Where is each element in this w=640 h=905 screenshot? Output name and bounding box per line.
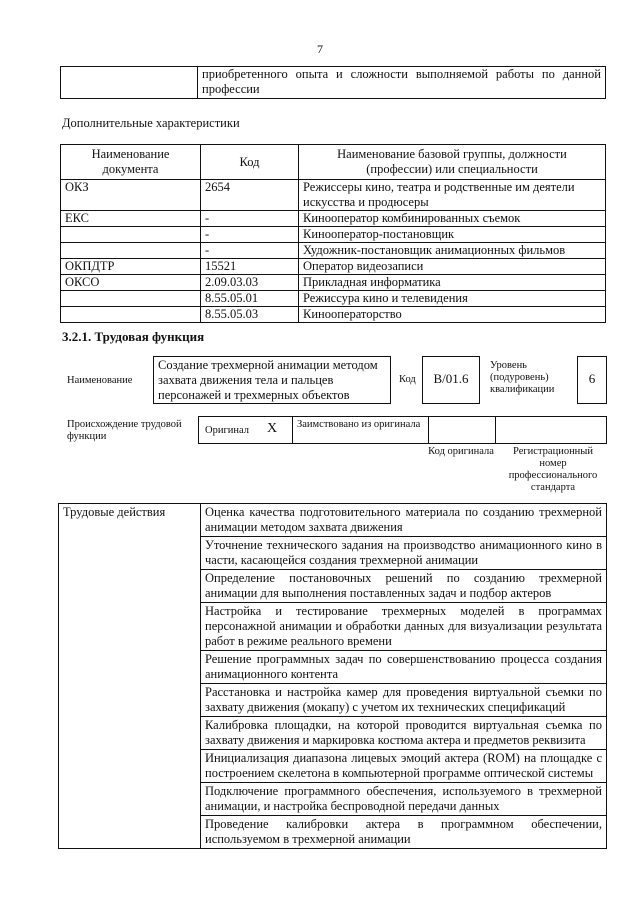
reg-number-label: Регистрационный номер профессионального стандарта (508, 446, 598, 493)
action-item: Подключение программного обеспечения, используемого в трехмерной анимации, и настройка беспроводной передачи данных (201, 783, 607, 816)
borrowed-label: Заимствовано из оригинала (297, 419, 421, 430)
cell-code: 15521 (201, 259, 299, 275)
cell-code: - (201, 211, 299, 227)
table-row (61, 211, 606, 227)
original-mark: X (267, 421, 278, 436)
action-item: Инициализация диапазона лицевых эмоций актера (ROM) на площадке с построением скелетона в компьютерной программе оптической системы (201, 750, 607, 783)
cell-name: Режиссеры кино, театра и родственные им деятели искусства и продюсеры (299, 180, 606, 211)
cell-name: Кинооператор комбинированных съемок (299, 211, 606, 227)
original-cell (199, 417, 293, 443)
table-row (59, 504, 607, 537)
cell-code: 2654 (201, 180, 299, 211)
function-name-value: Создание трехмерной анимации методом захвата движения тела и пальцев персонажей и трехмерных объектов (153, 356, 391, 404)
origin-label: Происхождение трудовой функции (67, 419, 182, 442)
function-heading: 3.2.1. Трудовая функция (62, 329, 205, 344)
header-code: Код (201, 145, 299, 180)
table-row (61, 227, 606, 243)
cell-name: Режиссура кино и телевидения (299, 291, 606, 307)
table-row (61, 180, 606, 211)
action-item: Настройка и тестирование трехмерных моделей в программах персонажной анимации и обработки данных для визуализации результата работ в режиме реального времени (201, 603, 607, 651)
cell-doc (61, 307, 201, 323)
header-name: Наименование базовой группы, должности (профессии) или специальности (299, 145, 606, 180)
code-original-label: Код оригинала (428, 446, 494, 457)
action-item: Определение постановочных решений по созданию трехмерной анимации для выполнения поставленных задач и подбор актеров (201, 570, 607, 603)
cell-doc: ОКПДТР (61, 259, 201, 275)
function-code-value: B/01.6 (422, 356, 480, 404)
cell-code: 2.09.03.03 (201, 275, 299, 291)
cell-name: Прикладная информатика (299, 275, 606, 291)
code-original-cell (428, 417, 496, 443)
action-item: Проведение калибровки актера в программном обеспечении, используемом в трехмерной анимации (201, 816, 607, 849)
cell-doc: ОКЗ (61, 180, 201, 211)
continuation-text: приобретенного опыта и сложности выполняемой работы по данной профессии (198, 67, 606, 99)
page-number: 7 (317, 42, 323, 56)
qualification-level-label: Уровень (подуровень) квалификации (490, 360, 555, 395)
table-row (61, 291, 606, 307)
cell-code: - (201, 227, 299, 243)
action-item: Расстановка и настройка камер для проведения виртуальной съемки по захвату движения (мокапу) с учетом их технических спецификаций (201, 684, 607, 717)
actions-label: Трудовые действия (59, 504, 201, 849)
table-row (61, 259, 606, 275)
table-row (61, 243, 606, 259)
table-row (61, 67, 606, 99)
cell-doc (61, 291, 201, 307)
cell-doc (61, 243, 201, 259)
cell-code: - (201, 243, 299, 259)
cell-doc: ЕКС (61, 211, 201, 227)
origin-row (198, 416, 607, 444)
action-item: Решение программных задач по совершенствованию процесса создания анимационного контента (201, 651, 607, 684)
header-doc: Наименование документа (61, 145, 201, 180)
action-item: Оценка качества подготовительного материала по созданию трехмерной анимации методом захвата движения (201, 504, 607, 537)
table-row (61, 275, 606, 291)
cell-doc (61, 227, 201, 243)
cell-code: 8.55.05.01 (201, 291, 299, 307)
function-code-label: Код (399, 374, 416, 385)
characteristics-table (60, 144, 606, 323)
cell-code: 8.55.05.03 (201, 307, 299, 323)
table-row (61, 307, 606, 323)
cell-name: Кинооператорство (299, 307, 606, 323)
continuation-table (60, 66, 606, 99)
section-heading: Дополнительные характеристики (62, 116, 240, 130)
action-item: Калибровка площадки, на которой проводится виртуальная съемка по захвату движения и маркировка костюма актера и предметов реквизита (201, 717, 607, 750)
original-label: Оригинал (205, 425, 249, 436)
function-name-label: Наименование (67, 375, 133, 386)
qualification-level-value: 6 (577, 356, 607, 404)
cell-name: Художник-постановщик анимационных фильмов (299, 243, 606, 259)
cell-name: Оператор видеозаписи (299, 259, 606, 275)
table-header-row (61, 145, 606, 180)
cell-name: Кинооператор-постановщик (299, 227, 606, 243)
action-item: Уточнение технического задания на производство анимационного кино в части, касающейся создания трехмерной анимации (201, 537, 607, 570)
actions-table (58, 503, 607, 849)
empty-cell (61, 67, 198, 99)
cell-doc: ОКСО (61, 275, 201, 291)
